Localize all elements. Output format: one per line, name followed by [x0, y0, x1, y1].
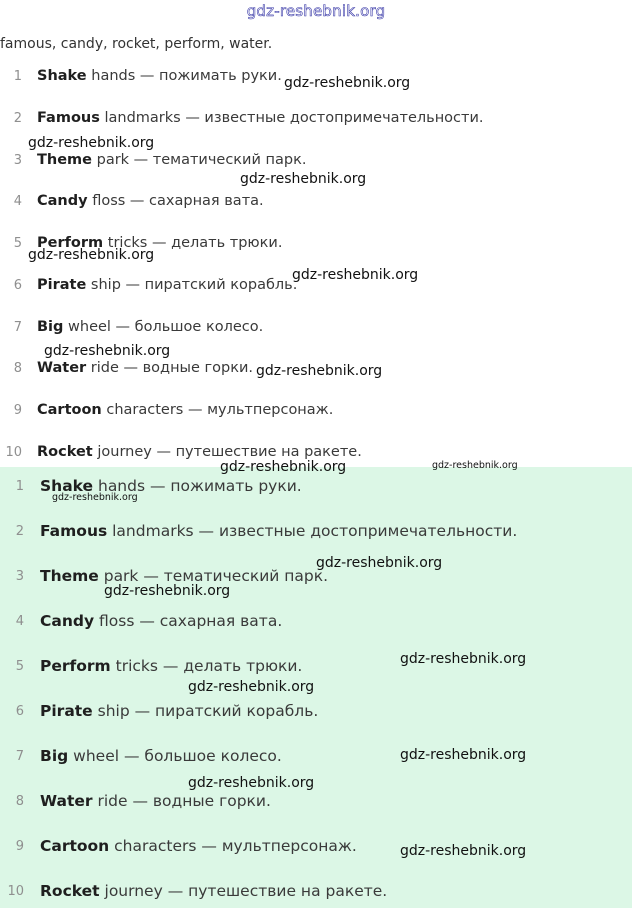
item-number: 9 [13, 402, 22, 418]
item-phrase [37, 444, 362, 460]
item-number: 5 [15, 658, 24, 674]
translation: landmarks — известные достопримечательности. [107, 522, 518, 540]
item-number: 2 [13, 110, 22, 126]
item-phrase [40, 612, 282, 630]
watermark: gdz-reshebnik.org [28, 247, 155, 263]
list-item [0, 190, 264, 212]
translation: hands — пожимать руки. [93, 477, 302, 495]
item-phrase [37, 152, 306, 168]
translation: characters — мультперсонаж. [101, 402, 334, 418]
item-phrase [40, 882, 387, 900]
watermark: gdz-reshebnik.org [400, 843, 527, 859]
translation: park — тематический парк. [98, 567, 329, 585]
list-item [0, 274, 297, 296]
item-phrase [37, 68, 282, 84]
key-word: Water [40, 792, 93, 810]
item-phrase [37, 277, 297, 293]
item-number: 8 [13, 360, 22, 376]
item-phrase [40, 657, 302, 675]
list-item [0, 475, 302, 497]
item-phrase [40, 702, 318, 720]
watermark: gdz-reshebnik.org [432, 460, 518, 471]
list-item [0, 65, 282, 87]
item-number: 6 [15, 703, 24, 719]
translation: journey — путешествие на ракете. [99, 882, 388, 900]
watermark: gdz-reshebnik.org [52, 492, 138, 503]
key-word: Famous [40, 522, 108, 540]
key-word: Perform [37, 235, 104, 251]
item-phrase [40, 747, 282, 765]
translation: tricks — делать трюки. [103, 235, 283, 251]
item-number: 2 [15, 523, 24, 539]
watermark: gdz-reshebnik.org [44, 343, 171, 359]
item-phrase [37, 360, 253, 376]
item-phrase [40, 522, 517, 540]
key-word: Water [37, 360, 87, 376]
key-word: Rocket [40, 882, 100, 900]
item-number: 6 [13, 277, 22, 293]
list-item [0, 745, 282, 767]
key-word: Theme [37, 152, 92, 168]
item-number: 10 [7, 883, 24, 899]
list-item [0, 520, 517, 542]
item-number: 5 [13, 235, 22, 251]
item-phrase [37, 402, 333, 418]
key-word: Perform [40, 657, 111, 675]
watermark: gdz-reshebnik.org [188, 679, 315, 695]
key-word: Pirate [37, 277, 87, 293]
item-number: 4 [15, 613, 24, 629]
key-word: Candy [37, 193, 88, 209]
list-item [0, 655, 302, 677]
key-word: Theme [40, 567, 99, 585]
key-word: Shake [40, 477, 94, 495]
item-number: 1 [15, 478, 24, 494]
list-item [0, 316, 263, 338]
key-word: Pirate [40, 702, 93, 720]
translation: ship — пиратский корабль. [86, 277, 298, 293]
translation: wheel — большое колесо. [68, 747, 282, 765]
item-phrase [37, 110, 484, 126]
watermark: gdz-reshebnik.org [28, 135, 155, 151]
item-phrase [40, 792, 271, 810]
item-phrase [37, 193, 264, 209]
translation: journey — путешествие на ракете. [92, 444, 362, 460]
key-word: Famous [37, 110, 100, 126]
translation: characters — мультперсонаж. [109, 837, 357, 855]
watermark: gdz-reshebnik.org [104, 583, 231, 599]
translation: landmarks — известные достопримечательности. [99, 110, 484, 126]
site-header-watermark: gdz-reshebnik.org [246, 2, 386, 20]
item-number: 9 [15, 838, 24, 854]
item-phrase [40, 837, 357, 855]
watermark: gdz-reshebnik.org [316, 555, 443, 571]
translation: floss — сахарная вата. [87, 193, 264, 209]
watermark: gdz-reshebnik.org [240, 171, 367, 187]
list-item [0, 149, 306, 171]
translation: ship — пиратский корабль. [92, 702, 319, 720]
translation: floss — сахарная вата. [94, 612, 283, 630]
watermark: gdz-reshebnik.org [292, 267, 419, 283]
watermark: gdz-reshebnik.org [400, 747, 527, 763]
translation: tricks — делать трюки. [110, 657, 303, 675]
list-item [0, 357, 253, 379]
answer-list [0, 467, 632, 908]
list-item [0, 790, 271, 812]
watermark: gdz-reshebnik.org [220, 459, 347, 475]
watermark: gdz-reshebnik.org [188, 775, 315, 791]
watermark: gdz-reshebnik.org [400, 651, 527, 667]
item-number: 4 [13, 193, 22, 209]
item-phrase [37, 319, 263, 335]
item-number: 7 [13, 319, 22, 335]
item-number: 3 [13, 152, 22, 168]
key-word: Big [40, 747, 69, 765]
list-item [0, 107, 484, 129]
key-word: Candy [40, 612, 95, 630]
translation: ride — водные горки. [86, 360, 254, 376]
translation: hands — пожимать руки. [86, 68, 282, 84]
item-number: 8 [15, 793, 24, 809]
key-word: Cartoon [37, 402, 102, 418]
watermark: gdz-reshebnik.org [256, 363, 383, 379]
item-number: 3 [15, 568, 24, 584]
list-item [0, 880, 387, 902]
item-number: 1 [13, 68, 22, 84]
list-item [0, 700, 318, 722]
word-bank: famous, candy, rocket, perform, water. [0, 36, 273, 52]
list-item [0, 399, 333, 421]
key-word: Shake [37, 68, 87, 84]
list-item [0, 610, 282, 632]
translation: wheel — большое колесо. [63, 319, 264, 335]
item-number: 7 [15, 748, 24, 764]
translation: park — тематический парк. [92, 152, 307, 168]
item-number: 10 [5, 444, 22, 460]
list-item [0, 835, 357, 857]
key-word: Rocket [37, 444, 93, 460]
watermark: gdz-reshebnik.org [284, 75, 411, 91]
key-word: Big [37, 319, 64, 335]
key-word: Cartoon [40, 837, 110, 855]
translation: ride — водные горки. [92, 792, 271, 810]
